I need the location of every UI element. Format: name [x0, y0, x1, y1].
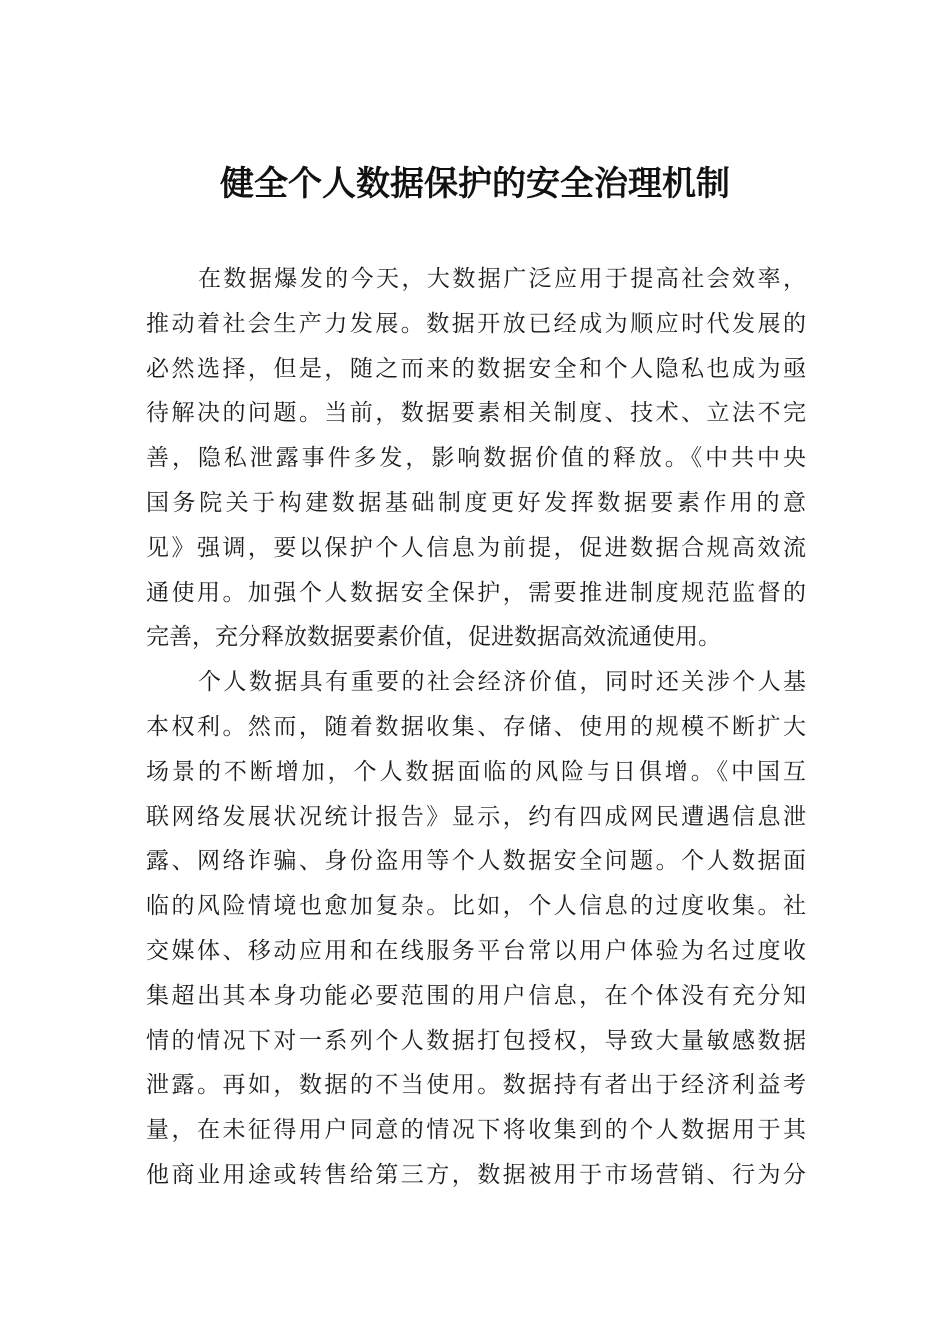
text-line: 通使用。加强个人数据安全保护，需要推进制度规范监督的: [146, 579, 806, 606]
text-line: 他商业用途或转售给第三方，数据被用于市场营销、行为分: [146, 1161, 806, 1188]
text-line: 完善，充分释放数据要素价值，促进数据高效流通使用。: [146, 624, 721, 651]
text-line: 临的风险情境也愈加复杂。比如，个人信息的过度收集。社: [146, 893, 806, 920]
text-line: 泄露。再如，数据的不当使用。数据持有者出于经济利益考: [146, 1072, 806, 1099]
text-line: 情的情况下对一系列个人数据打包授权，导致大量敏感数据: [146, 1027, 806, 1054]
text-line: 国务院关于构建数据基础制度更好发挥数据要素作用的意: [146, 489, 806, 516]
paragraph-1: [146, 257, 806, 660]
text-line: 个人数据具有重要的社会经济价值，同时还关涉个人基: [198, 669, 806, 696]
text-line: 交媒体、移动应用和在线服务平台常以用户体验为名过度收: [146, 937, 806, 964]
text-line: 推动着社会生产力发展。数据开放已经成为顺应时代发展的: [146, 310, 806, 337]
text-line: 集超出其本身功能必要范围的用户信息，在个体没有充分知: [146, 982, 806, 1009]
text-line: 见》强调，要以保护个人信息为前提，促进数据合规高效流: [146, 534, 806, 561]
text-line: 待解决的问题。当前，数据要素相关制度、技术、立法不完: [146, 400, 806, 427]
text-line: 露、网络诈骗、身份盗用等个人数据安全问题。个人数据面: [146, 848, 806, 875]
paragraph-2: [146, 660, 806, 1198]
text-line: 善，隐私泄露事件多发，影响数据价值的释放。《中共中央: [146, 445, 806, 472]
text-line: 在数据爆发的今天，大数据广泛应用于提高社会效率，: [198, 266, 806, 292]
text-line: 量，在未征得用户同意的情况下将收集到的个人数据用于其: [146, 1117, 806, 1144]
text-line: 本权利。然而，随着数据收集、存储、使用的规模不断扩大: [146, 713, 806, 740]
text-line: 联网络发展状况统计报告》显示，约有四成网民遭遇信息泄: [146, 803, 806, 830]
document-title: 健全个人数据保护的安全治理机制: [220, 164, 730, 204]
text-line: 必然选择，但是，随之而来的数据安全和个人隐私也成为亟: [146, 355, 806, 382]
document-body: [146, 257, 806, 1198]
text-line: 场景的不断增加，个人数据面临的风险与日俱增。《中国互: [146, 758, 806, 785]
